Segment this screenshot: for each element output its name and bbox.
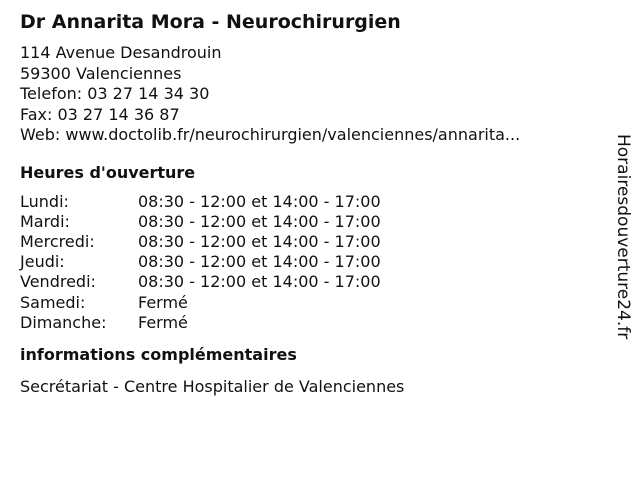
day-label: Samedi: xyxy=(20,292,86,312)
doctor-card xyxy=(20,10,600,397)
day-hours: Fermé xyxy=(138,312,188,332)
day-label: Dimanche: xyxy=(20,312,107,332)
opening-hours-table xyxy=(20,192,600,333)
hours-row-tuesday xyxy=(20,212,600,232)
additional-info-text: Secrétariat - Centre Hospitalier de Valenciennes xyxy=(20,376,405,396)
day-hours: 08:30 - 12:00 et 14:00 - 17:00 xyxy=(138,252,381,272)
hours-row-sunday xyxy=(20,313,600,333)
address-city: 59300 Valenciennes xyxy=(20,63,182,83)
website-link[interactable]: Web: www.doctolib.fr/neurochirurgien/valenciennes/annarita... xyxy=(20,125,521,144)
day-hours: 08:30 - 12:00 et 14:00 - 17:00 xyxy=(138,231,381,251)
hours-row-saturday xyxy=(20,293,600,313)
day-label: Lundi: xyxy=(20,191,69,211)
contact-block xyxy=(20,43,600,146)
day-hours: 08:30 - 12:00 et 14:00 - 17:00 xyxy=(138,211,381,231)
day-label: Jeudi: xyxy=(20,252,65,272)
day-hours: 08:30 - 12:00 et 14:00 - 17:00 xyxy=(138,191,381,211)
day-label: Vendredi: xyxy=(20,272,96,292)
address-street: 114 Avenue Desandrouin xyxy=(20,43,222,62)
phone-number[interactable]: Telefon: 03 27 14 34 30 xyxy=(20,84,210,103)
day-hours: Fermé xyxy=(138,292,188,312)
day-label: Mercredi: xyxy=(20,231,95,251)
opening-hours-heading: Heures d'ouverture xyxy=(20,162,196,182)
hours-row-monday xyxy=(20,192,600,212)
day-label: Mardi: xyxy=(20,211,70,231)
fax-number: Fax: 03 27 14 36 87 xyxy=(20,104,180,124)
hours-row-friday xyxy=(20,272,600,292)
page-title: Dr Annarita Mora - Neurochirurgien xyxy=(20,11,401,33)
hours-row-thursday xyxy=(20,252,600,272)
site-brand-watermark: Horairesdouverture24.fr xyxy=(613,134,633,340)
hours-row-wednesday xyxy=(20,232,600,252)
additional-info-heading: informations complémentaires xyxy=(20,344,297,364)
day-hours: 08:30 - 12:00 et 14:00 - 17:00 xyxy=(138,272,381,292)
